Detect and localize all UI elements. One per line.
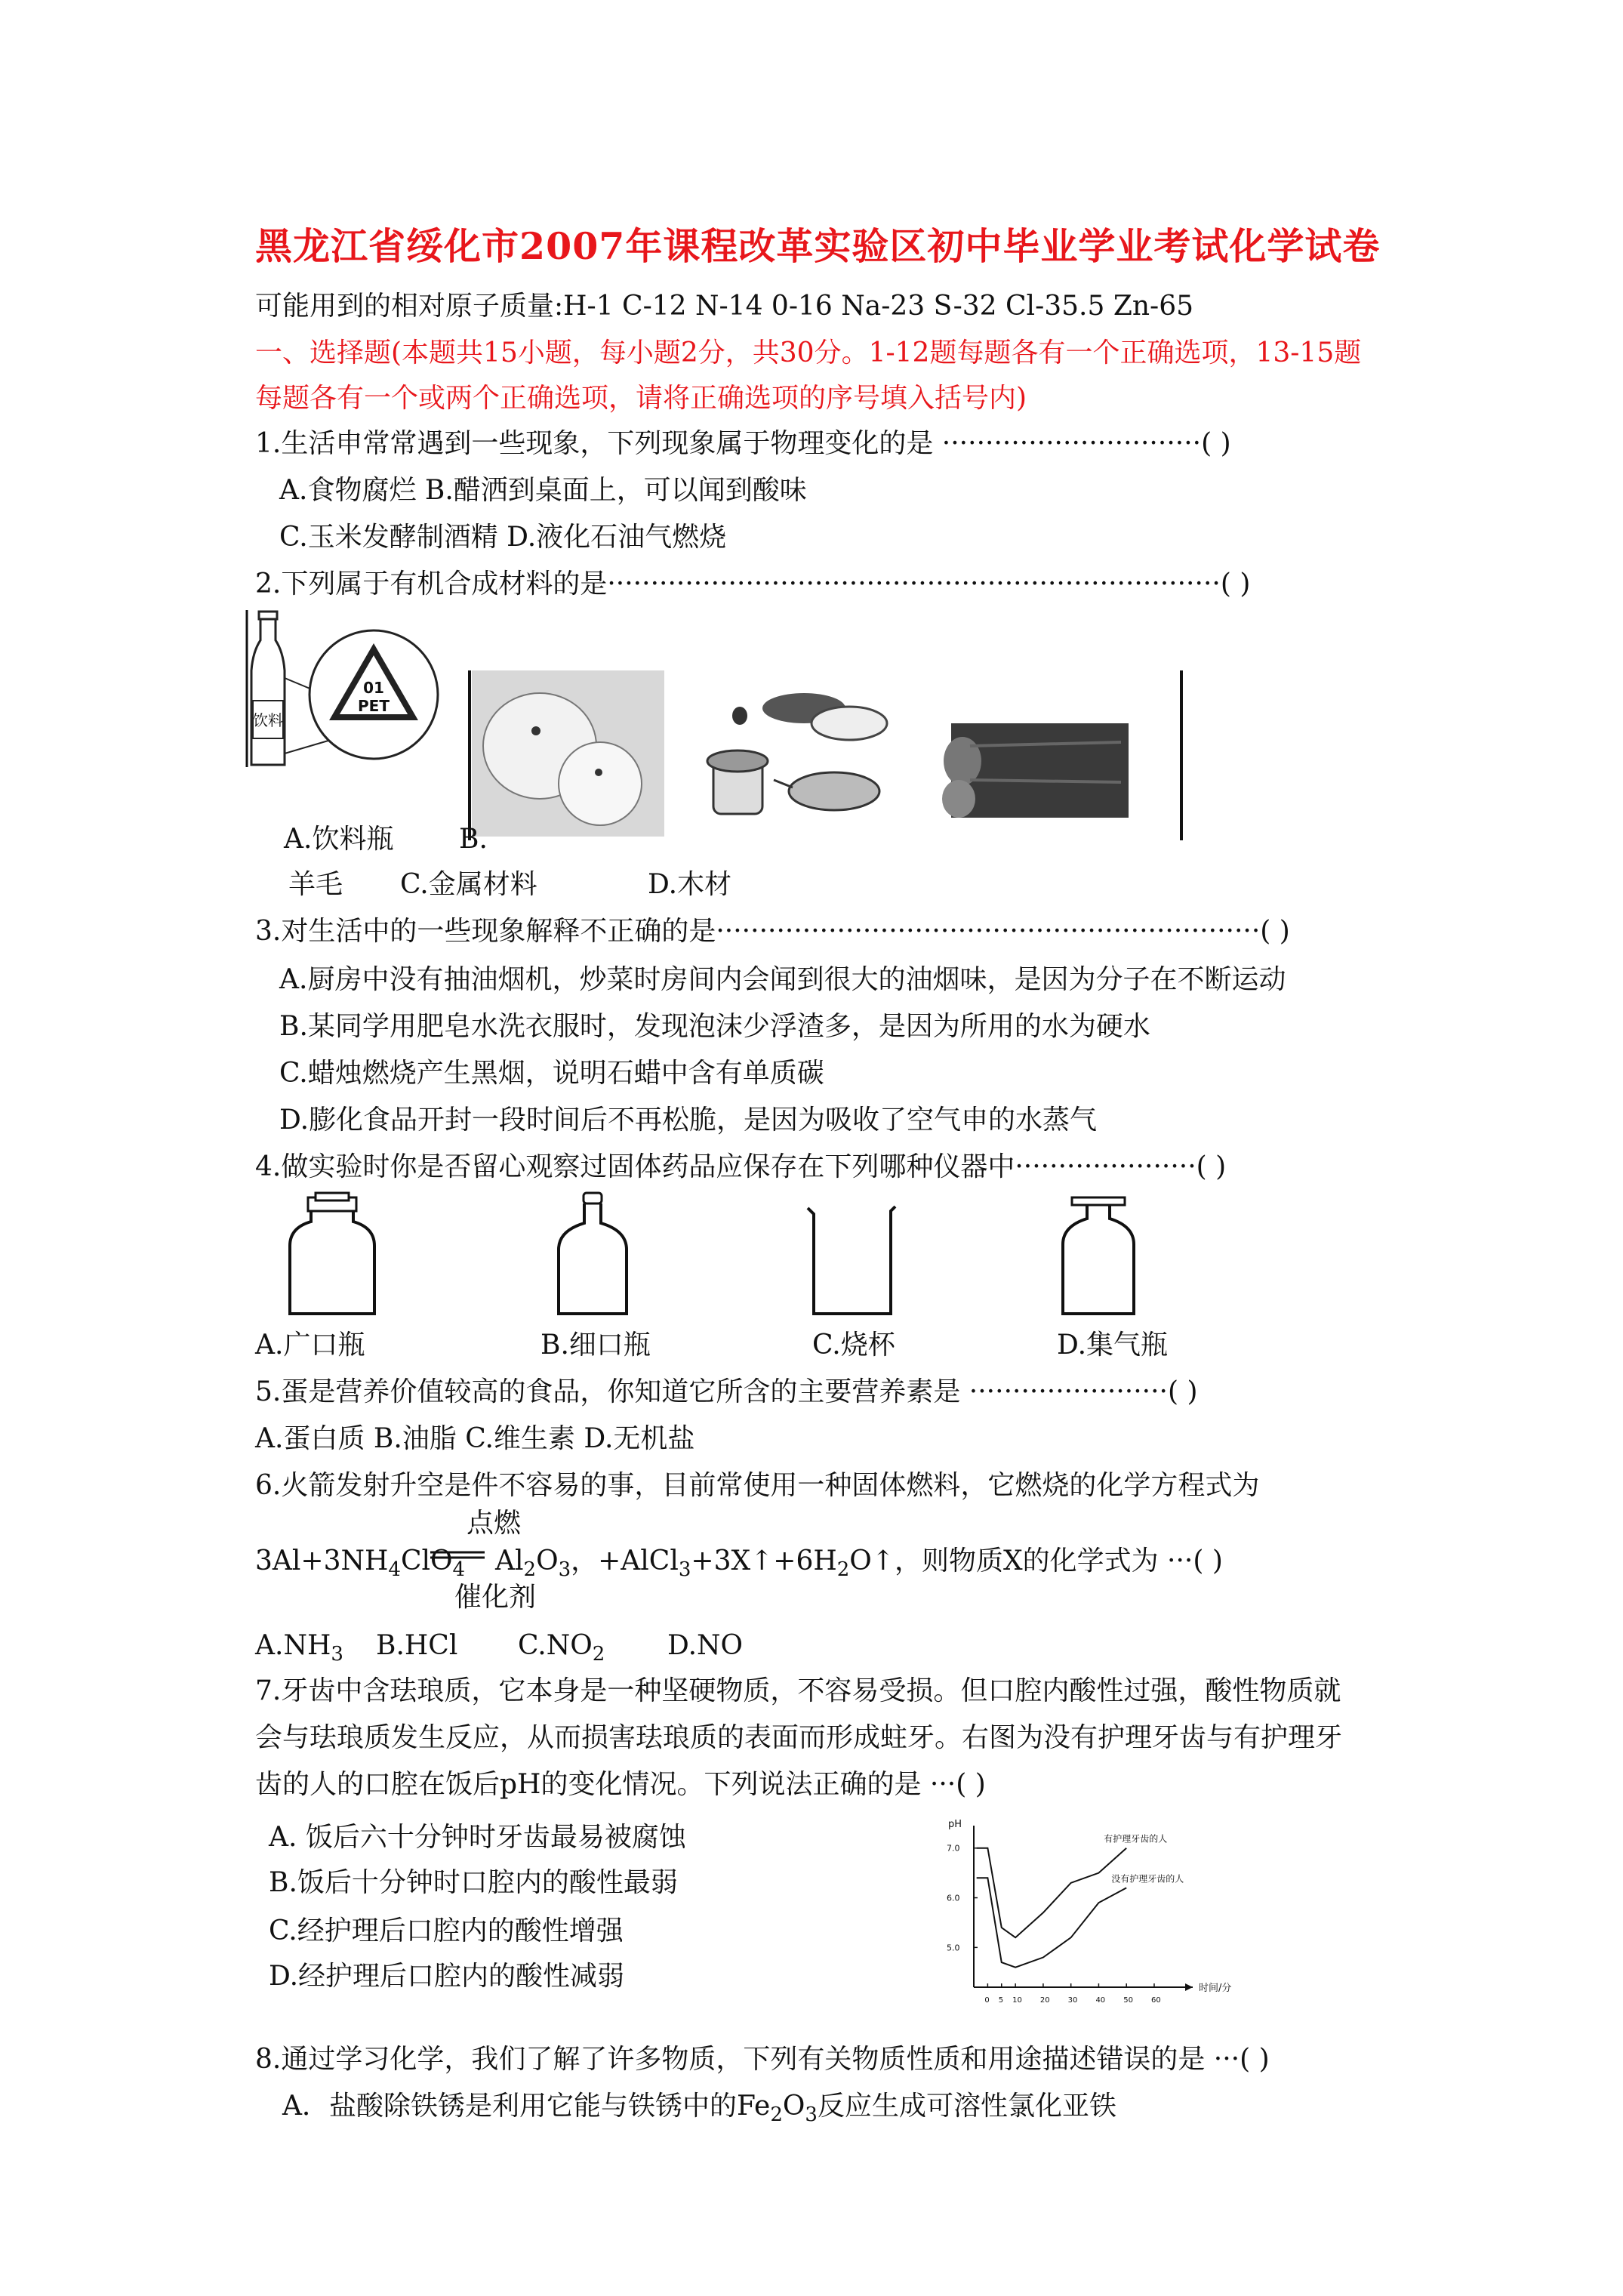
q8-option-a: A．盐酸除铁锈是利用它能与铁锈中的$Fe_2O_3$反应生成可溶性氯化亚铁 bbox=[282, 2091, 1116, 2127]
x-tick-label: 60 bbox=[1150, 1996, 1161, 2005]
q3-stem: 3.对生活中的一些现象解释不正确的是·······························································( ) bbox=[255, 916, 1290, 947]
series-label-1: 有护理牙齿的人 bbox=[1104, 1833, 1168, 1845]
q6-stem: 6.火箭发射升空是件不容易的事，目前常使用一种固体燃料，它燃烧的化学方程式为 bbox=[255, 1470, 1260, 1501]
q4-option-c: C.烧杯 bbox=[812, 1330, 895, 1361]
q2-option-d: D.木材 bbox=[648, 869, 732, 900]
y-tick-label: 7.0 bbox=[947, 1843, 960, 1854]
q2-option-c: C.金属材料 bbox=[400, 869, 537, 900]
section1-instruction-line2: 每题各有一个或两个正确选项，请将正确选项的序号填入括号内) bbox=[255, 383, 1027, 414]
recycle-code: PET bbox=[358, 697, 390, 715]
bottle-label: 饮料 bbox=[253, 711, 283, 729]
q1-options-cd: C.玉米发酵制酒精 D.液化石油气燃烧 bbox=[279, 522, 727, 553]
wood-logs-photo bbox=[942, 670, 1181, 840]
q4-option-a: A.广口瓶 bbox=[255, 1330, 365, 1361]
atomic-mass-note: 可能用到的相对原子质量:H-1 C-12 N-14 0-16 Na-23 S-32 Cl-35.5 Zn-65 bbox=[255, 291, 1194, 322]
y-axis-label: pH bbox=[948, 1819, 962, 1830]
series-line-2 bbox=[977, 1878, 1127, 1967]
q6-option-b: B.HCl bbox=[376, 1630, 458, 1661]
q6-option-a: $A.NH_3$ bbox=[255, 1630, 343, 1666]
sheep-photo bbox=[470, 670, 664, 840]
q8-stem: 8.通过学习化学，我们了解了许多物质，下列有关物质性质和用途描述错误的是 ···( ) bbox=[255, 2044, 1270, 2075]
x-tick-label: 50 bbox=[1123, 1996, 1133, 2005]
q6-equation-rhs: $Al_2O_3$，$+AlCl_3+3X↑+6H_2O↑$，则物质X的化学式为 ···( ) bbox=[495, 1546, 1223, 1582]
beverage-bottle-icon bbox=[251, 612, 285, 765]
x-tick-label: 40 bbox=[1095, 1996, 1106, 2005]
q6-equation: $3Al+3NH_4ClO_4$ bbox=[255, 1546, 466, 1582]
q2-stem: 2.下列属于有机合成材料的是·······································································( ) bbox=[255, 569, 1251, 599]
q6-condition-catalyst: 催化剂 bbox=[454, 1582, 537, 1613]
q7-line1: 7.牙齿中含珐琅质，它本身是一种坚硬物质，不容易受损。但口腔内酸性过强，酸性物质就 bbox=[255, 1675, 1341, 1706]
q7-option-d: D.经护理后口腔内的酸性减弱 bbox=[269, 1961, 625, 1992]
x-axis-label: 时间/分 bbox=[1199, 1983, 1232, 1994]
narrow-mouth-bottle-icon bbox=[559, 1193, 627, 1314]
page-title: 黑龙江省绥化市2007年课程改革实验区初中毕业学业考试化学试卷 bbox=[255, 224, 1381, 268]
beaker-icon bbox=[808, 1207, 895, 1314]
recycle-number: 01 bbox=[363, 679, 384, 697]
q3-option-b: B.某同学用肥皂水洗衣服时，发现泡沫少浮渣多，是因为所用的水为硬水 bbox=[279, 1011, 1150, 1042]
x-tick-label: 0 bbox=[984, 1996, 990, 2005]
q3-option-d: D.膨化食品开封一段时间后不再松脆，是因为吸收了空气申的水蒸气 bbox=[279, 1105, 1098, 1136]
q6-condition-ignite: 点燃 bbox=[467, 1508, 522, 1539]
x-tick-label: 30 bbox=[1067, 1996, 1078, 2005]
y-tick-label: 5.0 bbox=[947, 1943, 960, 1953]
q2-option-b-text: 羊毛 bbox=[288, 869, 343, 900]
q5-stem: 5.蛋是营养价值较高的食品，你知道它所含的主要营养素是 ·······················( ) bbox=[255, 1376, 1198, 1407]
q3-option-c: C.蜡烛燃烧产生黑烟，说明石蜡中含有单质碳 bbox=[279, 1058, 824, 1089]
q6-equals-sign bbox=[427, 1548, 488, 1563]
y-tick-label: 6.0 bbox=[947, 1893, 960, 1903]
q4-apparatus-images bbox=[272, 1193, 1178, 1321]
section1-instruction-line1: 一、选择题(本题共15小题，每小题2分，共30分。1-12题每题各有一个正确选项，13-15题 bbox=[255, 337, 1362, 368]
q2-option-b: B. bbox=[459, 824, 488, 855]
wide-mouth-bottle-icon bbox=[290, 1193, 374, 1314]
q7-line3: 齿的人的口腔在饭后pH的变化情况。下列说法正确的是 ···( ) bbox=[255, 1769, 986, 1800]
recycle-pet-icon bbox=[310, 630, 438, 759]
series-line-1 bbox=[977, 1848, 1127, 1937]
q4-option-b: B.细口瓶 bbox=[540, 1330, 651, 1361]
x-tick-label: 20 bbox=[1039, 1996, 1050, 2005]
q4-option-d: D.集气瓶 bbox=[1057, 1330, 1169, 1361]
series-label-2: 没有护理牙齿的人 bbox=[1111, 1873, 1184, 1885]
x-tick-label: 10 bbox=[1012, 1996, 1022, 2005]
q7-option-a: A. 饭后六十分钟时牙齿最易被腐蚀 bbox=[269, 1822, 686, 1853]
q1-stem: 1.生活申常常遇到一些现象，下列现象属于物理变化的是 ······························( ) bbox=[255, 428, 1231, 459]
x-axis-arrow bbox=[1185, 1983, 1193, 1991]
q1-options-ab: A.食物腐烂 B.醋洒到桌面上，可以闻到酸味 bbox=[279, 475, 807, 506]
q7-line2: 会与珐琅质发生反应，从而损害珐琅质的表面而形成蛀牙。右图为没有护理牙齿与有护理牙 bbox=[255, 1722, 1343, 1753]
x-tick-label: 5 bbox=[998, 1996, 1004, 2005]
q4-stem: 4.做实验时你是否留心观察过固体药品应保存在下列哪种仪器中·····················( ) bbox=[255, 1151, 1227, 1182]
q6-option-c: $C.NO_2$ bbox=[518, 1630, 605, 1666]
q5-options: A.蛋白质 B.油脂 C.维生素 D.无机盐 bbox=[255, 1423, 695, 1454]
metal-cookware-photo bbox=[707, 693, 887, 814]
q2-material-images bbox=[245, 610, 1196, 844]
ph-line-chart bbox=[936, 1812, 1232, 2008]
q7-option-c: C.经护理后口腔内的酸性增强 bbox=[269, 1915, 624, 1946]
q3-option-a: A.厨房中没有抽油烟机，炒菜时房间内会闻到很大的油烟味，是因为分子在不断运动 bbox=[279, 964, 1286, 995]
q2-option-a: A.饮料瓶 bbox=[284, 824, 394, 855]
q7-option-b: B.饭后十分钟时口腔内的酸性最弱 bbox=[269, 1867, 678, 1898]
q6-option-d: D.NO bbox=[667, 1630, 744, 1661]
gas-collecting-bottle-icon bbox=[1063, 1197, 1134, 1314]
